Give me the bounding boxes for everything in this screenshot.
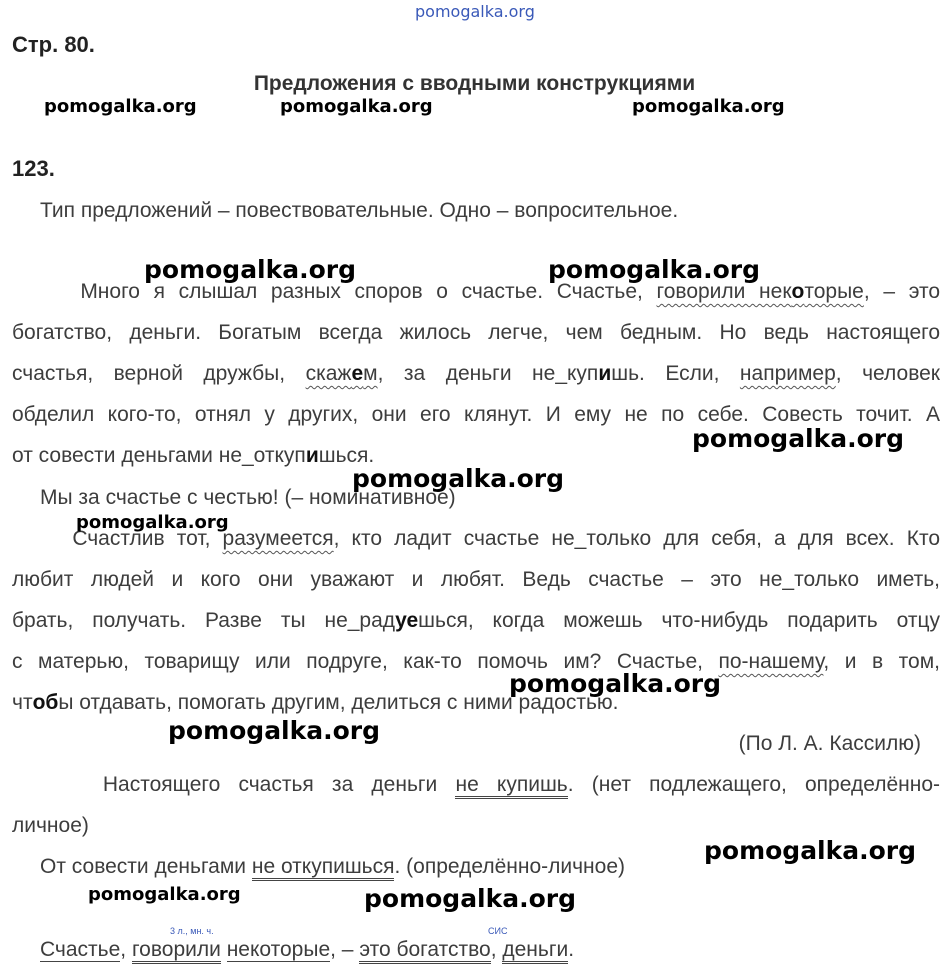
watermark: pomogalka.org xyxy=(280,96,433,117)
text-line: личное) xyxy=(12,814,89,837)
watermark: pomogalka.org xyxy=(364,884,577,913)
text-line: богатство, деньги. Богатым всегда жилось легче, чем бедным. Но ведь настоящего xyxy=(12,321,940,344)
text-line: чтобы отдавать, помогать другим, делиться с ними радостью. xyxy=(12,691,619,714)
section-title: Предложения с вводными конструкциями xyxy=(253,72,696,95)
watermark: pomogalka.org xyxy=(88,884,241,905)
text-line: от совести деньгами не_откупишься. xyxy=(12,444,375,467)
page-label: Стр. 80. xyxy=(12,32,95,57)
exercise-number: 123. xyxy=(12,156,55,181)
text-line: счастья, верной дружбы, скажем, за деньги не_купишь. Если, например, человек xyxy=(12,362,940,385)
watermark: pomogalka.org xyxy=(144,255,357,284)
watermark: pomogalka.org xyxy=(76,512,229,533)
paragraph-2: Мы за счастье с честью! (– номинативное) xyxy=(40,486,456,509)
analysis-1 xyxy=(12,764,940,846)
text-line: Счастлив тот, разумеется, кто ладит счастье не_только для себя, а для всех. Кто xyxy=(72,527,941,550)
text-line: обделил кого-то, отнял у других, они его клянут. И ему не по себе. Совесть точит. А xyxy=(12,403,940,426)
label-sis: СИС xyxy=(488,926,508,936)
label-person-number: 3 л., мн. ч. xyxy=(170,926,214,936)
text-line: Много я слышал разных споров о счастье. Счастье, говорили некоторые, – это xyxy=(80,280,941,303)
text-line: любит людей и кого они уважают и любят. Ведь счастье – это не_только иметь, xyxy=(12,568,940,591)
text-line: брать, получать. Разве ты не_радуешься, когда можешь что-нибудь подарить отцу xyxy=(12,609,941,632)
type-line: Тип предложений – повествовательные. Одно – вопросительное. xyxy=(40,199,679,222)
analysis-2: От совести деньгами не откупишься. (определённо-личное) xyxy=(40,846,625,887)
paragraph-3 xyxy=(12,518,940,723)
watermark: pomogalka.org xyxy=(692,424,905,453)
watermark: pomogalka.org xyxy=(168,716,381,745)
watermark: pomogalka.org xyxy=(352,464,565,493)
watermark: pomogalka.org xyxy=(704,836,917,865)
text-line: Настоящего счастья за деньги не купишь. (нет подлежащего, определённо- xyxy=(12,764,940,805)
watermark: pomogalka.org xyxy=(632,96,785,117)
analysis-3: Счастье, говорили некоторые, – это богатство, деньги. xyxy=(40,929,574,970)
watermark-top: pomogalka.org xyxy=(415,2,535,21)
watermark: pomogalka.org xyxy=(509,669,722,698)
watermark: pomogalka.org xyxy=(548,255,761,284)
author-attribution: (По Л. А. Кассилю) xyxy=(738,732,921,755)
watermark: pomogalka.org xyxy=(44,96,197,117)
text-line: с матерью, товарищу или подруге, как-то помочь им? Счастье, по-нашему, и в том, xyxy=(12,650,941,673)
